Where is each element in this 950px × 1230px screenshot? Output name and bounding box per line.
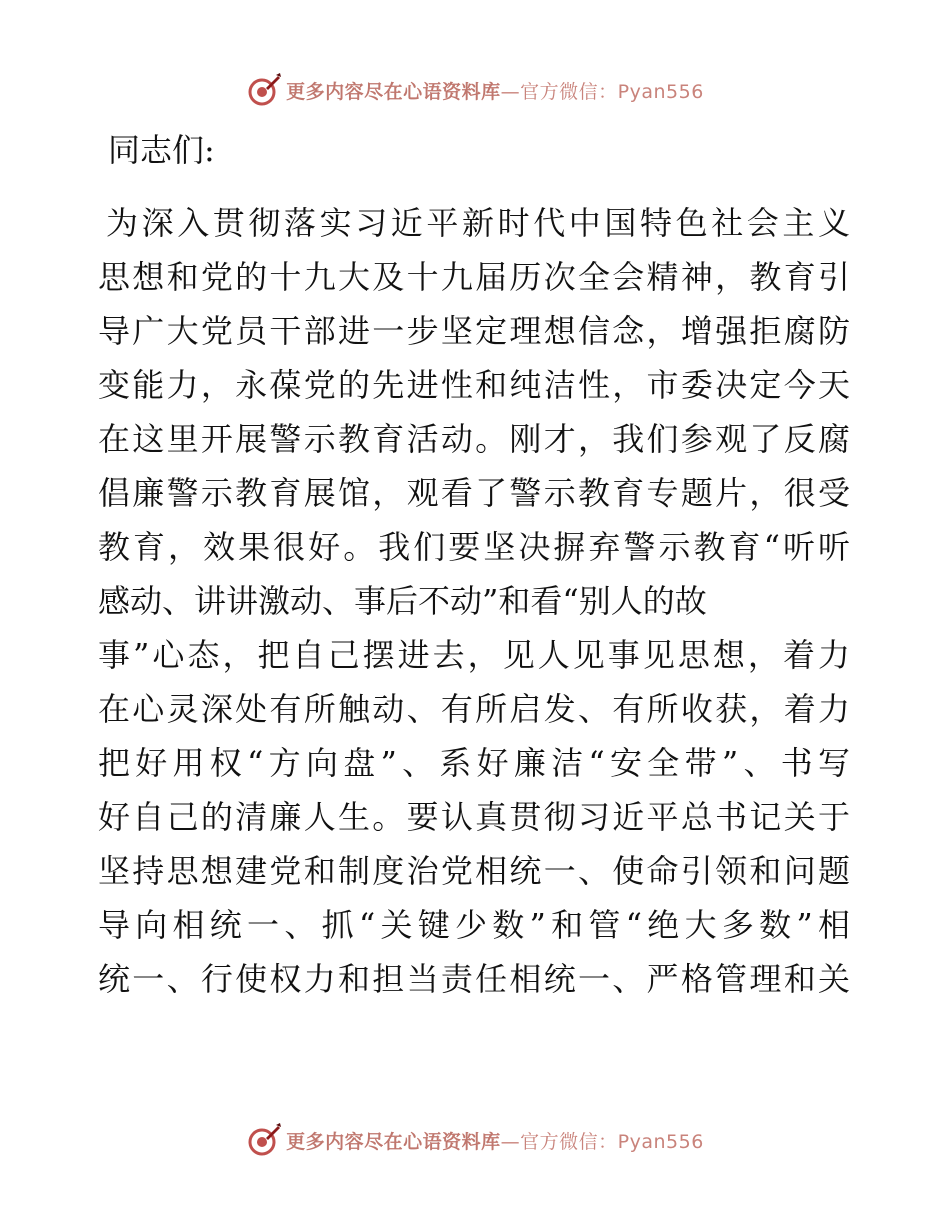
paragraph-line: 导向相统一、抓“关键少数”和管“绝大多数”相 bbox=[98, 906, 850, 944]
paragraph-line: 统一、行使权力和担当责任相统一、严格管理和关 bbox=[98, 960, 850, 998]
footer-watermark bbox=[0, 1120, 950, 1160]
footer-watermark-rest: —官方微信：Pyan556 bbox=[500, 1130, 704, 1153]
paragraph-line: 变能力，永葆党的先进性和纯洁性，市委决定今天 bbox=[98, 366, 850, 404]
paragraph-line: 为深入贯彻落实习近平新时代中国特色社会主义 bbox=[106, 204, 850, 242]
salutation: 同志们: bbox=[108, 131, 215, 169]
paragraph-line: 好自己的清廉人生。要认真贯彻习近平总书记关于 bbox=[98, 798, 850, 836]
header-watermark bbox=[0, 70, 950, 110]
paragraph-line: 教育，效果很好。我们要坚决摒弃警示教育“听听 bbox=[98, 528, 850, 566]
document-body bbox=[98, 126, 850, 1006]
paragraph-line: 导广大党员干部进一步坚定理想信念，增强拒腐防 bbox=[98, 312, 850, 350]
header-watermark-strong: 更多内容尽在心语资料库 bbox=[286, 80, 501, 103]
header-watermark-text bbox=[286, 77, 704, 104]
paragraph-line: 事”心态，把自己摆进去，见人见事见思想，着力 bbox=[98, 636, 850, 674]
paragraph-line: 在这里开展警示教育活动。刚才，我们参观了反腐 bbox=[98, 420, 850, 458]
brush-logo-icon bbox=[246, 72, 282, 108]
paragraph-line: 感动、讲讲激动、事后不动”和看“别人的故 bbox=[98, 582, 707, 620]
header-watermark-rest: —官方微信：Pyan556 bbox=[500, 80, 704, 103]
paragraph-line: 把好用权“方向盘”、系好廉洁“安全带”、书写 bbox=[98, 744, 850, 782]
brush-logo-icon bbox=[246, 1122, 282, 1158]
paragraph-line: 在心灵深处有所触动、有所启发、有所收获，着力 bbox=[98, 690, 850, 728]
footer-watermark-text bbox=[286, 1127, 704, 1154]
paragraph-line: 倡廉警示教育展馆，观看了警示教育专题片，很受 bbox=[98, 474, 850, 512]
paragraph-line: 思想和党的十九大及十九届历次全会精神，教育引 bbox=[98, 258, 850, 296]
paragraph-line: 坚持思想建党和制度治党相统一、使命引领和问题 bbox=[98, 852, 850, 890]
footer-watermark-strong: 更多内容尽在心语资料库 bbox=[286, 1130, 501, 1153]
